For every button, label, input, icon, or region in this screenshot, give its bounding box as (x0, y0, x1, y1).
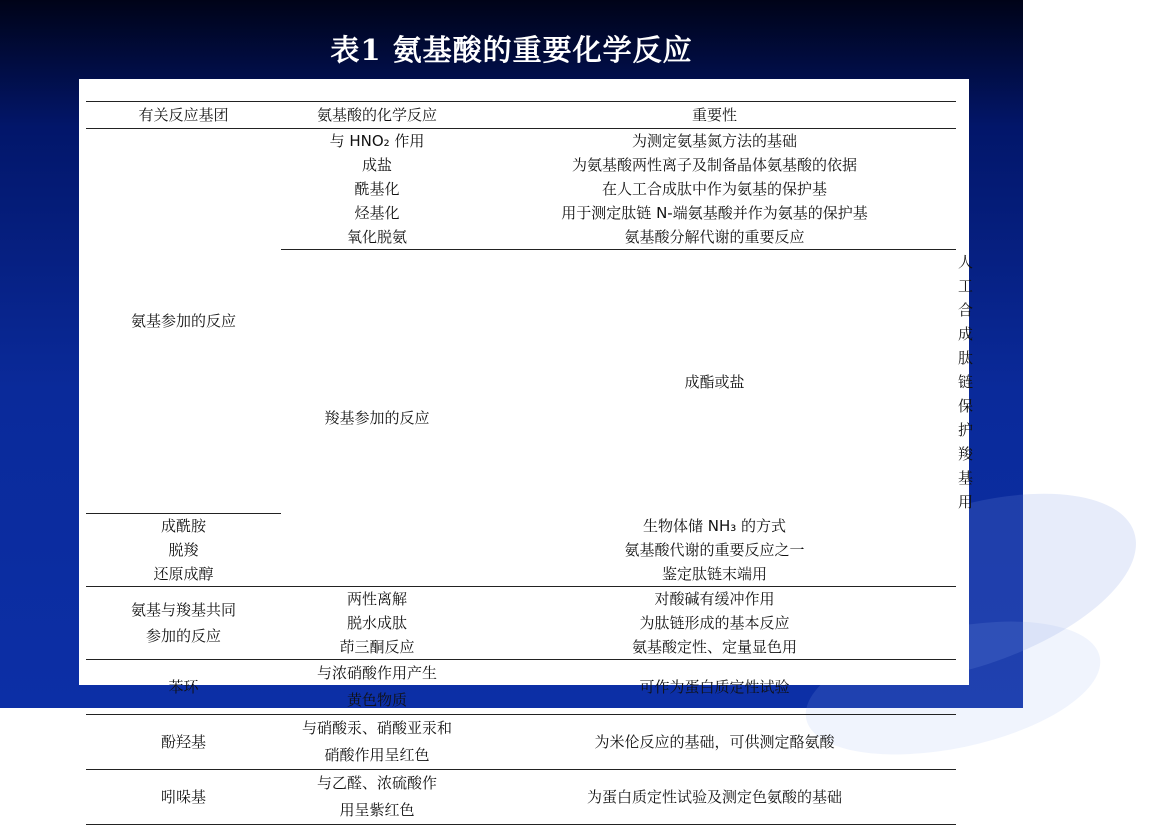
importance-cell: 氨基酸定性、定量显色用 (473, 635, 956, 660)
table-row (86, 770, 956, 825)
reaction-cell: 与 HNO₂ 作用 (329, 132, 425, 150)
reaction-cell: 成盐 (361, 156, 392, 174)
header-importance: 重要性 (473, 102, 956, 129)
table-row (86, 562, 956, 587)
reactions-table (86, 101, 974, 825)
slide-title: 表1 氨基酸的重要化学反应 (330, 33, 693, 67)
reaction-cell: 与乙醛、浓硫酸作用呈紫红色 (281, 770, 473, 825)
table-panel (79, 79, 974, 819)
importance-cell: 氨基酸代谢的重要反应之一 (624, 541, 805, 559)
reaction-cell: 两性离解 (346, 590, 407, 608)
group-cell: 酚羟基 (86, 715, 281, 770)
table-header-row (86, 102, 956, 129)
importance-cell: 氨基酸分解代谢的重要反应 (473, 225, 956, 250)
importance-cell: 为测定氨基氮方法的基础 (631, 132, 797, 150)
reaction-cell: 酰基化 (354, 180, 400, 198)
importance-cell: 为米伦反应的基础，可供测定酪氨酸 (473, 715, 956, 770)
table-row (86, 587, 956, 612)
table-row (86, 538, 956, 562)
importance-cell: 对酸碱有缓冲作用 (654, 590, 775, 608)
importance-cell: 生物体储 NH₃ 的方式 (642, 516, 787, 535)
reaction-cell: 与硝酸汞、硝酸亚汞和硝酸作用呈红色 (281, 715, 473, 770)
group-cell: 氨基与羧基共同参加的反应 (86, 587, 281, 660)
importance-cell: 鉴定肽链末端用 (473, 562, 956, 587)
group-cell: 氨基参加的反应 (86, 129, 281, 514)
reaction-cell: 脱羧 (168, 541, 199, 559)
group-cell: 羧基参加的反应 (281, 250, 473, 587)
importance-cell: 为氨基酸两性离子及制备晶体氨基酸的依据 (571, 156, 857, 174)
importance-cell: 在人工合成肽中作为氨基的保护基 (601, 180, 827, 198)
importance-cell: 用于测定肽链 N-端氨基酸并作为氨基的保护基 (561, 204, 868, 222)
group-cell: 苯环 (86, 660, 281, 715)
header-group: 有关反应基团 (86, 102, 281, 129)
reaction-cell: 成酰胺 (160, 517, 206, 535)
importance-cell: 可作为蛋白质定性试验 (473, 660, 956, 715)
table-row (86, 715, 956, 770)
table-row (86, 660, 956, 715)
reaction-cell: 与浓硝酸作用产生黄色物质 (281, 660, 473, 715)
reaction-cell: 成酯或盐 (684, 372, 745, 391)
table-row: 羧基参加的反应 成酯或盐 人工合成肽链保护羧基用 (86, 250, 956, 514)
importance-cell: 为蛋白质定性试验及测定色氨酸的基础 (473, 770, 956, 825)
importance-cell: 为肽链形成的基本反应 (639, 614, 790, 632)
reaction-cell: 烃基化 (354, 204, 400, 222)
reaction-cell: 脱水成肽 (346, 614, 407, 632)
table-row (86, 129, 956, 154)
group-cell: 吲哚基 (86, 770, 281, 825)
reaction-cell: 还原成醇 (86, 562, 281, 587)
reaction-cell: 茚三酮反应 (281, 635, 473, 660)
table-row (86, 514, 956, 539)
header-reaction: 氨基酸的化学反应 (281, 102, 473, 129)
reaction-cell: 氧化脱氨 (281, 225, 473, 250)
